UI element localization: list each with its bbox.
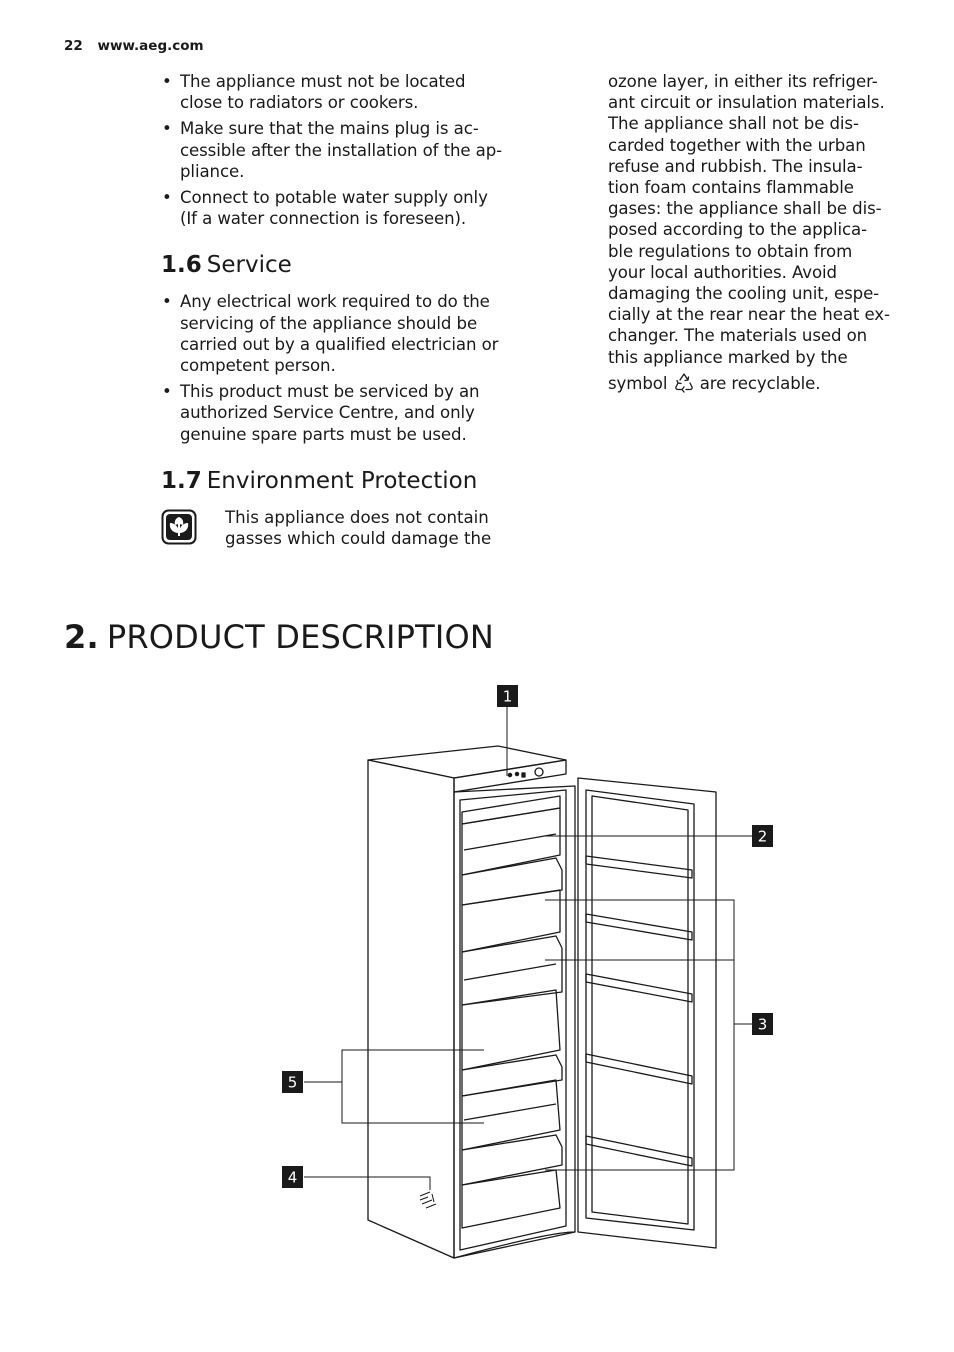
callout-4 [282, 1166, 303, 1188]
svg-text:5: 5 [287, 1073, 298, 1092]
section-heading-environment: 1.7 Environment Protection [161, 467, 478, 494]
recyclable-line: symbol are recyclable. [608, 371, 903, 394]
page-number: 22 [64, 38, 83, 54]
svg-text:3: 3 [757, 1015, 768, 1034]
right-column: ozone layer, in either its refriger- ant circuit or insulation materials. The appliance shall not be dis- carded together with the urban refuse and rubbish. The insula- tion foam contains flammable gases: the appliance shall be dis- posed according to the applica- ble regulations to obtain from your local authorities. Avoid damaging the cooling unit, espe- cially at the rear near the heat ex- changer. The materials used on this appliance marked by the symbol are recyclable. [608, 71, 903, 394]
list-item: • The appliance must not be located close to radiators or cookers. [161, 71, 521, 113]
list-item: • Make sure that the mains plug is ac- cessible after the installation of the ap- pliance. [161, 118, 521, 182]
section-heading-service: 1.6 Service [161, 252, 292, 279]
svg-text:1: 1 [502, 687, 513, 706]
svg-text:4: 4 [287, 1168, 298, 1187]
callout-1 [497, 685, 518, 707]
page-title: 2. PRODUCT DESCRIPTION [64, 618, 495, 656]
callout-5 [282, 1071, 303, 1093]
list-item: • Any electrical work required to do the servicing of the appliance should be carried out by a qualified electrician or competent person. [161, 291, 521, 376]
callout-3 [752, 1013, 773, 1035]
list-item: • Connect to potable water supply only (If a water connection is foreseen). [161, 187, 521, 229]
callout-2 [752, 825, 773, 847]
svg-text:2: 2 [757, 827, 768, 846]
environment-intro: This appliance does not contain gasses which could damage the [225, 507, 492, 549]
site-url: www.aeg.com [97, 38, 204, 54]
list-item: • This product must be serviced by an authorized Service Centre, and only genuine spare parts must be used. [161, 381, 521, 445]
